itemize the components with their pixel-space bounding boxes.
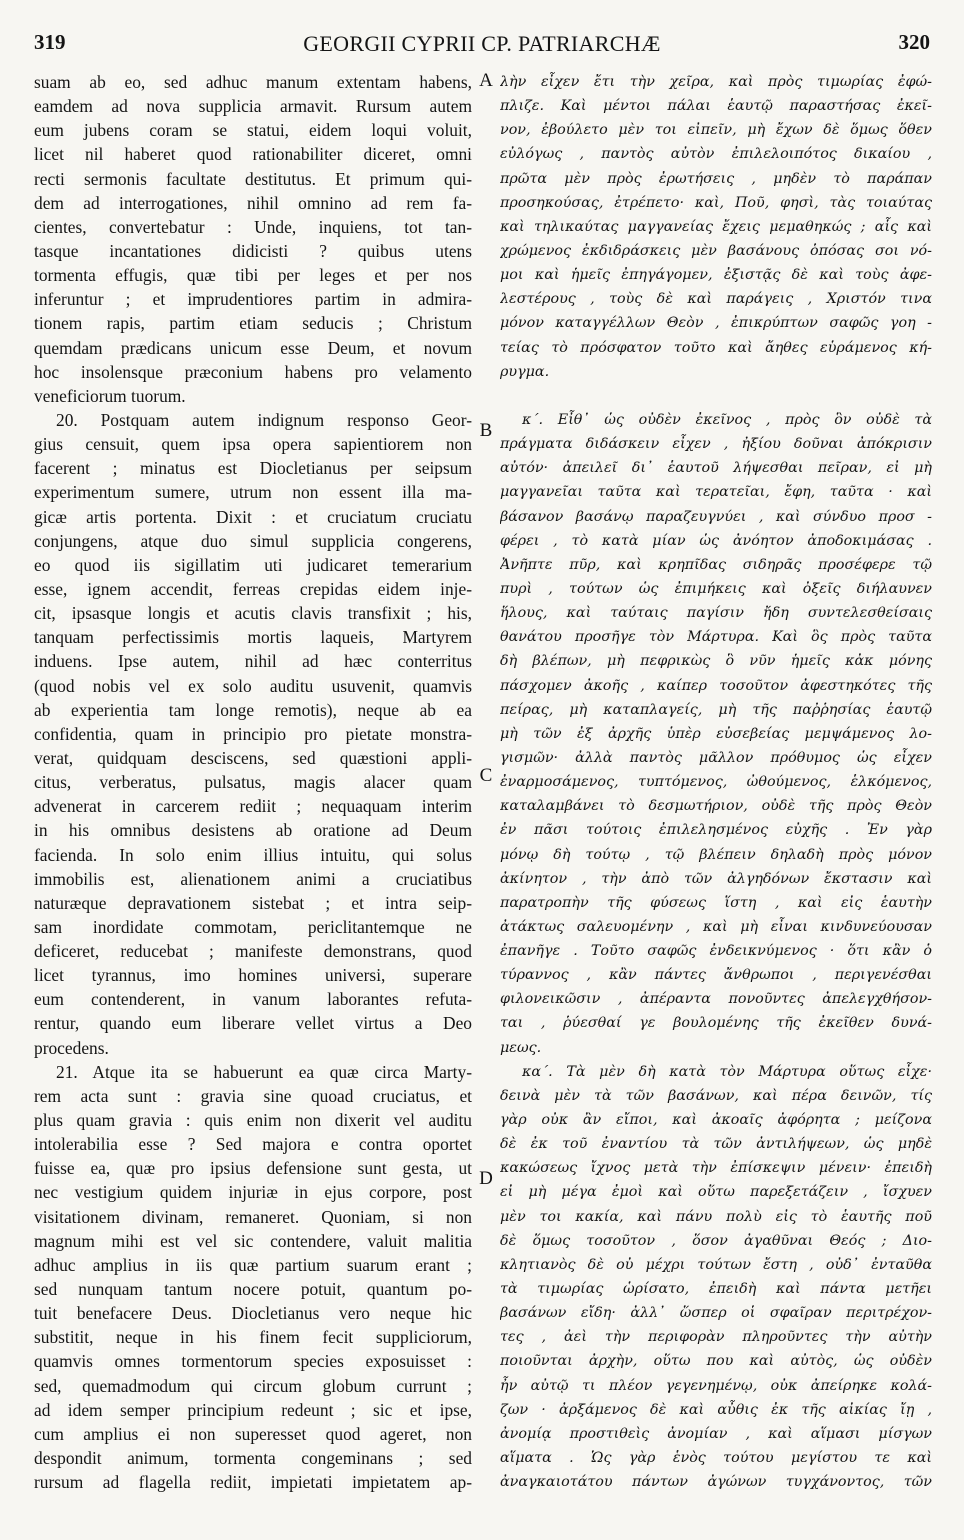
greek-line: τες , ἀεὶ τὴν περιφορὰν πληροῦντες τὴν αὐτὴν (500, 1329, 932, 1346)
greek-line: αἵματα . Ὡς γὰρ ἑνὸς τούτου μεγίστου τε καὶ (500, 1450, 932, 1467)
latin-line: naturæque depravationem sistebat ; et intra seip- (34, 892, 472, 913)
greek-line: ἐναρμοσάμενος, τυπτόμενος, ὠθούμενος, ἑλκόμενος, (500, 774, 932, 791)
latin-line: eo quod iis sigillatim uti judicaret temerarium (34, 554, 472, 575)
latin-line: ad idem semper principium redeunt ; sic et ipse, (34, 1399, 472, 1420)
latin-line: 20. Postquam autem indignum responso Geor- (56, 409, 472, 430)
latin-line: confidentia, quam in principio pro pietate monstra- (34, 723, 472, 744)
latin-line: substitit, neque in his finem fecit suppliciorum, (34, 1327, 472, 1348)
latin-line: rursum ad flagella rediit, impietati impietatem ap- (34, 1472, 472, 1493)
latin-line: tasque incantationes didicisti ? quibus utens (34, 240, 472, 261)
latin-line: tanquam perfectissimis mortis laqueis, Martyrem (34, 627, 472, 648)
greek-line: γὰρ οὐκ ἂν εἴποι, καὶ ἀκοαῖς ἀφόρητα ; μείζονα (500, 1112, 932, 1129)
greek-line: ται , ῥύεσθαί γε βουλομένης τῆς ἐκεῖθεν δυνά- (500, 1015, 932, 1032)
latin-line: adhuc amplius in iis quæ partium suarum erant ; (34, 1254, 472, 1275)
greek-line: λὴν εἶχεν ἔτι τὴν χεῖρα, καὶ πρὸς τιμωρίας ἐφώ- (500, 74, 932, 90)
greek-line: χρώμενος ἐκδιδράσκεις μὲν βασάνους ὁπόσας σοι νό- (500, 242, 932, 259)
margin-letter-a: A (479, 70, 493, 91)
latin-line: esse, ignem accendit, ferreas crepidas eidem inje- (34, 578, 472, 599)
latin-line: immobilis est, alienationem animi a cruciatibus (34, 868, 472, 889)
latin-line: (quod nobis vel ex solo auditu usuvenit, quamvis (34, 675, 472, 696)
latin-line: veneficiorum tuorum. (34, 385, 186, 406)
latin-line: tormenta effugis, quæ tibi per leges et per nos (34, 265, 472, 286)
greek-line: δὲ ἐκ τοῦ ἐναντίου τὰ τῶν ἀντιλήψεων, ὡς μηδὲ (500, 1136, 932, 1153)
latin-line: gius censuit, quem ipsa opera sapientiorem non (34, 434, 472, 455)
greek-line: τὰ τιμωρίας ὡρίσατο, ἐπειδὴ καὶ πάντα μετῆει (500, 1281, 932, 1298)
latin-line: cum amplius ei non superesset quod ageret, non (34, 1423, 472, 1444)
greek-line: τύραννος , κἂν πάντες ἄνθρωποι , περιγενέσθαι (500, 967, 932, 984)
greek-line: πράγματα διδάσκειν εἶχεν , ἠξίου δοῦναι ἀπόκρισιν (500, 436, 932, 453)
greek-line: λεστέρους , τοὺς δὲ καὶ παράγεις , Χριστόν τινα (500, 291, 932, 308)
greek-line: φιλονεικῶσιν , ἀπέραντα πονοῦντες ἀπελεγχθήσον- (500, 991, 932, 1008)
greek-line: δὴ βλέπων, μὴ πεφρικὼς ὃ νῦν ἡμεῖς κἀκ μόνης (500, 653, 932, 670)
greek-line: παρατροπὴν τῆς φύσεως ἵστη , καὶ εἰς ἑαυτὴν (500, 894, 932, 911)
latin-line: gicæ artis portenta. Dixit : et cruciatum cruciatu (34, 506, 472, 527)
latin-line: tionem rapis, partim etiam seducis ; Christum (34, 313, 472, 334)
latin-line: inferuntur ; et imprudentiores partim in admira- (34, 289, 472, 310)
latin-line: quamvis omnes tormentorum species exposuisset : (34, 1351, 472, 1372)
latin-line: intolerabilia esse ? Sed majora e contra oportet (34, 1134, 472, 1155)
greek-line: ἀνομίᾳ προστιθεὶς ἀνομίαν , καὶ αἵμασι μίσγων (500, 1425, 932, 1442)
greek-line: δὲ ὅμως τοσοῦτον , ὅσον ἀγαθῦναι Θεός ; Διο- (500, 1232, 932, 1249)
greek-line: τείας τὸ πρόσφατον τοῦτο καὶ ἄηθες εὑράμενος κή- (500, 339, 932, 356)
latin-line: in his omnibus desistens ab oratione ad Deum (34, 820, 472, 841)
latin-line: tuit benefacere Deus. Diocletianus vero neque hic (34, 1303, 472, 1324)
greek-line: καὶ τηλικαύτας μαγγανείας ἔχεις μεμαθηκώς ; αἷς καὶ (500, 218, 932, 235)
greek-column (500, 70, 932, 1494)
margin-letter-b: B (479, 420, 493, 441)
latin-line: induens. Ipse autem, nihil ad hæc conterritus (34, 651, 472, 672)
margin-letter-d: D (479, 1168, 493, 1189)
greek-line: νον, ἐβούλετο μὲν τοι εἰπεῖν, μὴ ἔχων δὲ ὅμως ὅθεν (500, 122, 932, 139)
latin-line: facienda. In solo enim illius intuitu, qui solus (34, 844, 472, 865)
latin-line: recti sermonis facultate destitutus. Et primum qui- (34, 168, 472, 189)
latin-line: dem ad interrogationes, nihil omnino ad rem fa- (34, 192, 472, 213)
left-page-number: 319 (34, 30, 66, 54)
latin-line: fuisse ea, quæ pro ipsius defensione sunt gesta, ut (34, 1158, 472, 1179)
latin-line: facerent ; minatus est Diocletianus per seipsum (34, 458, 472, 479)
latin-line: despondit animum, tormenta congeminans ; sed (34, 1448, 472, 1469)
latin-line: plus quam gravia : quis enim non dixerit vel auditu (34, 1110, 472, 1131)
latin-line: ab experientia tam longe remotis), neque ab ea (34, 699, 472, 720)
greek-line: ζων · ἀρξάμενος δὲ καὶ αὖθις ἐκ τῆς αἰκίας ἴῃ , (500, 1401, 932, 1418)
latin-line: nec vestigium quidem injuriæ in ejus corpore, post (34, 1182, 472, 1203)
greek-line: πλιζε. Καὶ μέντοι πάλαι ἑαυτῷ παραστήσας ἐκεῖ- (500, 98, 932, 115)
greek-line: μαγγανεῖαι ταῦτα καὶ τερατεῖαι, ἔφη, ταῦτα · καὶ (500, 484, 932, 501)
latin-line: visitationem divinam, remaneret. Quoniam, si non (34, 1206, 472, 1227)
latin-line: cit, ipsasque longis et acutis clavis transfixit ; his, (34, 603, 472, 624)
latin-line: 21. Atque ita se habuerunt ea quæ circa Marty- (56, 1061, 472, 1082)
latin-line: deficeret, reducebat ; manifeste demonstrans, quod (34, 941, 472, 962)
latin-column (34, 70, 472, 1494)
greek-line: δεινὰ μὲν τὰ τῶν βασάνων, καὶ πέρα δεινῶν, τίς (500, 1087, 932, 1104)
greek-line: Ἀνῆπτε πῦρ, καὶ κρηπῖδας σιδηρᾶς προσέφερε τῷ (500, 556, 932, 573)
greek-line: μόνῳ δὴ τούτῳ , τῷ βλέπειν δηλαδὴ πρὸς μόνον (500, 846, 932, 863)
greek-line: βασάνων εἴδη· ἀλλ᾽ ὥσπερ οἱ σφαῖραν περιτρέχον- (500, 1305, 932, 1322)
latin-line: sed, quemadmodum qui circum globum currunt ; (34, 1375, 472, 1396)
greek-line (500, 384, 932, 408)
latin-line: procedens. (34, 1037, 109, 1058)
greek-line: κα΄. Τὰ μὲν δὴ κατὰ τὸν Μάρτυρα οὕτως εἶχε· (522, 1063, 932, 1080)
latin-line: eum contenderent, in vanum laborantes refuta- (34, 989, 472, 1010)
latin-line: eum jubens coram se statui, eidem loqui voluit, (34, 120, 472, 141)
greek-line: θανάτου προσῆγε τὸν Μάρτυρα. Καὶ ὃς πρὸς ταῦτα (500, 629, 932, 646)
greek-line: ἦν αὐτῷ τι πλέον γεγενημένῳ, οὐκ ἀπείρηκε κολά- (500, 1377, 932, 1394)
latin-line: licet nil haberet quod rationabiliter diceret, omni (34, 144, 472, 165)
latin-line: quemdam prædicans unicum esse Deum, et novum (34, 337, 472, 358)
greek-line: μὴ τῶν ἐξ ἀρχῆς ὑπὲρ εὐσεβείας μεμψάμενος λο- (500, 725, 932, 742)
greek-line: ἀκίνητον , τὴν ἀπὸ τῶν ἀλγηδόνων ἔκστασιν καὶ (500, 870, 932, 887)
greek-line: γισμῶν· ἀλλὰ παντὸς μᾶλλον πρόθυμος ὡς εἶχεν (500, 749, 932, 766)
right-page-number: 320 (898, 30, 930, 54)
greek-line: μόνον καταγγέλλων Θεὸν , ἐπικρύπτων σαφῶς γοη - (500, 315, 932, 332)
greek-line: φέρει , τὸ κατὰ μίαν ὡς ἀνόητον ἀποδοκιμάσας . (500, 532, 932, 549)
running-title: GEORGII CYPRII CP. PATRIARCHÆ (303, 31, 661, 56)
latin-line: citus, verberatus, pulsatus, magis alacer quam (34, 772, 472, 793)
greek-line: πείρας, μὴ καταπλαγείς, μὴ τῆς παῤῥησίας ἑαυτῷ (500, 701, 932, 718)
latin-line: magnum mihi est vel sic contendere, valuit malitia (34, 1230, 472, 1251)
greek-line: πάσχομεν ἀκοῆς , καίπερ τοσοῦτον ἀφεστηκότες τῆς (500, 677, 932, 694)
latin-line: experimentum sumere, utrum non essent illa ma- (34, 482, 472, 503)
latin-line: licet tyrannus, imo homines universi, superare (34, 965, 472, 986)
greek-line: πρῶτα μὲν πρὸς ἐρωτήσεις , μηδὲν τὸ παράπαν (500, 170, 932, 187)
greek-line: μεως. (500, 1039, 542, 1056)
latin-line: advenerat in carcerem rediit ; nequaquam interim (34, 796, 472, 817)
greek-line: μὲν τοι κακία, καὶ πάνυ πολὺ εἰς τὸ ἑαυτῆς ποῦ (500, 1208, 932, 1225)
latin-line: rentur, quando eum liberare vellet virtus a Deo (34, 1013, 472, 1034)
greek-line: βάσανον βασάνῳ παραζευγνύει , καὶ σύνδυο προσ - (500, 508, 932, 525)
latin-line: sam inordidate commotam, periclitantemque ne (34, 916, 472, 937)
greek-line: κακώσεως ἴχνος μετὰ τὴν ἐπίσκεψιν μένειν· ἐπειδὴ (500, 1160, 932, 1177)
greek-line: ἀναγκαιοτάτου πάντων ἀγώνων τυγχάνοντος, τῶν (500, 1474, 932, 1491)
greek-line: ἐν πᾶσι τούτοις ἐπιλελησμένος εὐχῆς . Ἐν γὰρ (500, 822, 932, 839)
latin-line: conjungens, atque duo simul supplicia congerens, (34, 530, 472, 551)
greek-line: μοι καὶ ἡμεῖς ἐπηγάγομεν, ἐξιστᾷς δὲ καὶ τοὺς ἀφε- (500, 267, 932, 284)
greek-line: ρυγμα. (500, 363, 550, 380)
latin-line: verat, quidquam desciscens, sed quæstioni appli- (34, 747, 472, 768)
greek-line: καταλαμβάνει τὸ δεσμωτήριον, οὐδὲ τῆς πρὸς Θεὸν (500, 798, 932, 815)
greek-line: εὐλόγως , παντὸς αὐτὸν ἐπιλελοιπότος δικαίου , (500, 146, 932, 163)
page-header (34, 30, 930, 58)
greek-line: ἐπανῆγε . Τοῦτο σαφῶς ἐνδεικνύμενος · ὅτι κἂν ὁ (500, 943, 932, 960)
greek-line: κλητιανὸς δὲ οὐ μέχρι τούτων ἔστη , οὐδ᾽ ἐνταῦθα (500, 1256, 932, 1273)
latin-line: eamdem ad nova supplicia armavit. Rursum autem (34, 96, 472, 117)
greek-line: αὐτόν· ἀπειλεῖ δι᾽ ἑαυτοῦ λήψεσθαι πεῖραν, εἰ μὴ (500, 460, 932, 477)
latin-line: hoc insolensque præconium habens pro velamento (34, 361, 472, 382)
greek-line: ἀτάκτως σαλευομένην , καὶ μὴ εἶναι κινδυνεύουσαν (500, 918, 932, 935)
latin-line: sed nunquam tantum nocere potuit, quantum po- (34, 1279, 472, 1300)
latin-line: rem acta sunt : gravia sine quoad cruciatus, et (34, 1085, 472, 1106)
greek-line: προσηκούσας, ἐτρέπετο· καὶ, Ποῦ, φησὶ, τὰς τοιαύτας (500, 194, 932, 211)
latin-line: cientes, convertebatur : Unde, inquiens, tot tan- (34, 216, 472, 237)
greek-line: ἥλους, καὶ ταύταις παγίσιν ἤδη συντελεσθείσαις (500, 605, 932, 622)
margin-letter-c: C (479, 765, 493, 786)
greek-line: κ΄. Εἶθ᾽ ὡς οὐδὲν ἐκεῖνος , πρὸς ὃν οὐδὲ τὰ (522, 411, 932, 428)
greek-line: ποιοῦνται ἀρχὴν, οὕτω που καὶ αὐτὸς, ὡς οὐδὲν (500, 1353, 932, 1370)
greek-line: πυρὶ , τούτων ὡς ἐπιμήκεις καὶ ὀξεῖς διήλαυνεν (500, 580, 932, 597)
greek-line: εἰ μὴ μέγα ἐμοὶ καὶ οὕτω παρεξετάζειν , ἴσχυεν (500, 1184, 932, 1201)
latin-line: suam ab eo, sed adhuc manum extentam habens, (34, 72, 472, 92)
